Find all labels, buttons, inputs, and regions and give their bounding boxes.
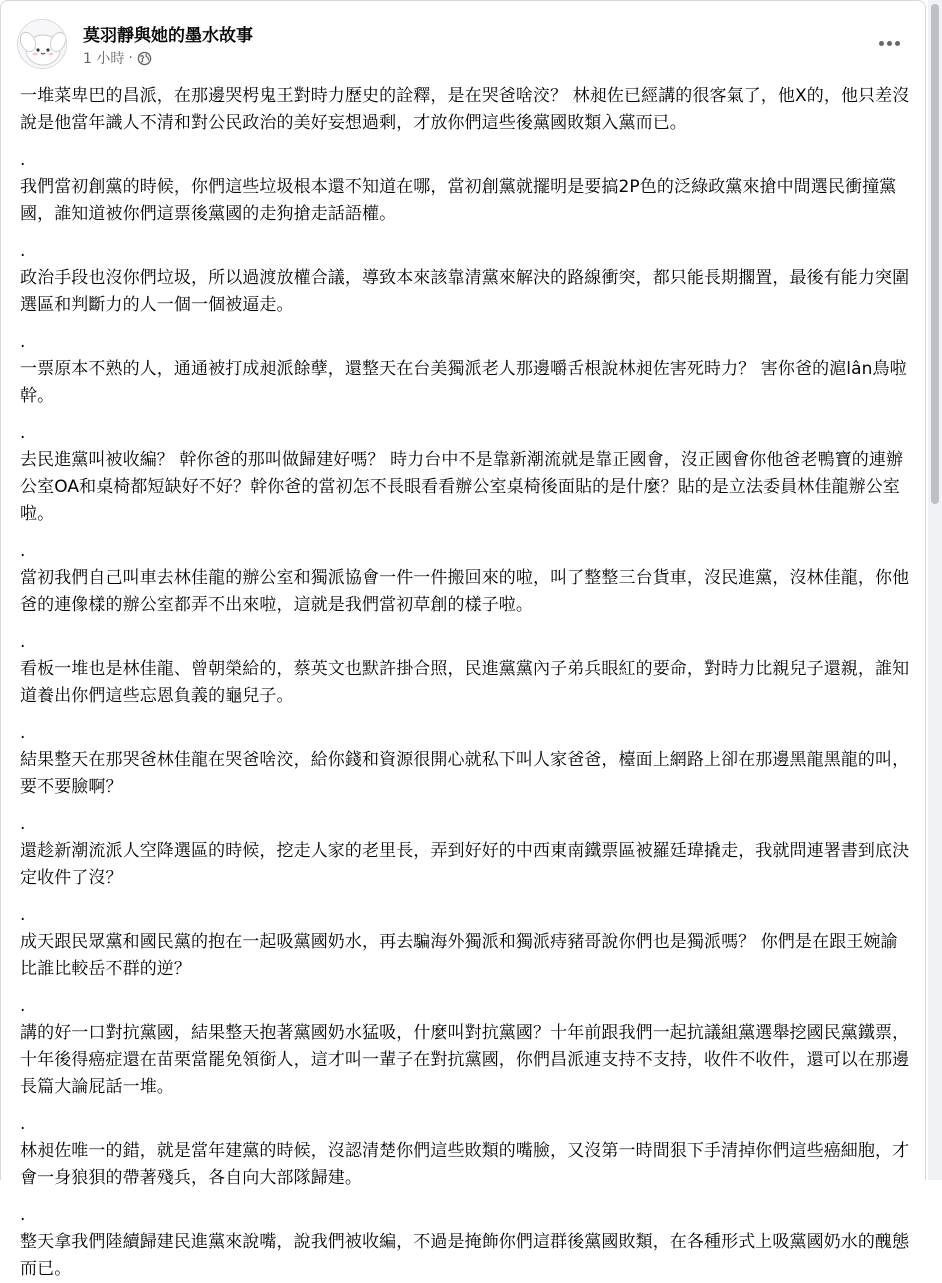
separator-dot: .	[20, 423, 26, 443]
separator-dot: .	[20, 632, 26, 652]
post-paragraph: 還趁新潮流派人空降選區的時候，挖走人家的老里長，弄到好好的中西東南鐵票區被羅廷瑋撬走，我就問連署書到底決定收件了沒？	[20, 841, 910, 888]
separator-dot: .	[20, 150, 26, 170]
post-paragraph: 一堆菜卑巴的昌派，在那邊哭枵鬼王對時力歷史的詮釋，是在哭爸啥洨？ 林昶佐已經講的很客氣了，他X的，他只差沒說是他當年識人不清和對公民政治的美好妄想過剩，才放你們這些後黨國敗類入黨而已。	[20, 86, 910, 133]
separator-dot: .	[20, 996, 26, 1016]
globe-icon	[137, 51, 152, 66]
post-paragraph: 當初我們自己叫車去林佳龍的辦公室和獨派協會一件一件搬回來的啦，叫了整整三台貨車，沒民進黨，沒林佳龍，你他爸的連像樣的辦公室都弄不出來啦，這就是我們當初草創的樣子啦。	[20, 568, 910, 615]
more-options-button[interactable]	[871, 29, 907, 57]
post-body	[20, 83, 910, 1283]
post-paragraph: 一票原本不熟的人，通通被打成昶派餘孽，還整天在台美獨派老人那邊嚼舌根說林昶佐害死時力？ 害你爸的滬lân鳥啦幹。	[20, 359, 907, 406]
scrollbar[interactable]	[928, 0, 942, 1180]
more-options-icon-dot	[895, 41, 900, 46]
post-paragraph: 整天拿我們陸續歸建民進黨來說嘴，說我們被收編，不過是掩飾你們這群後黨國敗類，在各種形式上吸黨國奶水的醜態而已。	[20, 1232, 910, 1279]
separator-dot: .	[20, 905, 26, 925]
separator-dot: .	[20, 723, 26, 743]
post-paragraph: 林昶佐唯一的錯，就是當年建黨的時候，沒認清楚你們這些敗類的嘴臉，又沒第一時間狠下手清掉你們這些癌細胞，才會一身狼狽的帶著殘兵，各自向大部隊歸建。	[20, 1141, 910, 1188]
separator-dot: .	[20, 332, 26, 352]
separator-dot: .	[20, 541, 26, 561]
post-paragraph: 去民進黨叫被收編？ 幹你爸的那叫做歸建好嗎？ 時力台中不是靠新潮流就是靠正國會，沒正國會你他爸老鴨寶的連辦公室OA和桌椅都短缺好不好？幹你爸的當初怎不長眼看看辦公室桌椅後面貼的是什麼？貼的是立法委員林佳龍辦公室啦。	[20, 450, 904, 524]
post-paragraph: 政治手段也沒你們垃圾，所以過渡放權合議，導致本來該靠清黨來解決的路線衝突，都只能長期擱置，最後有能力突圍選區和判斷力的人一個一個被逼走。	[20, 268, 910, 315]
scrollbar-thumb[interactable]	[931, 4, 939, 504]
more-options-icon	[879, 41, 884, 46]
separator-dot: .	[20, 814, 26, 834]
post-header	[17, 15, 907, 71]
post-paragraph: 結果整天在那哭爸林佳龍在哭爸啥洨，給你錢和資源很開心就私下叫人家爸爸，檯面上網路上卻在那邊黑龍黑龍的叫，要不要臉啊？	[20, 750, 910, 797]
post-time[interactable]: 1 小時	[83, 51, 125, 67]
separator-dot: .	[20, 241, 26, 261]
meta-separator: ·	[128, 50, 133, 66]
more-options-icon-dot	[887, 41, 892, 46]
separator-dot: .	[20, 1114, 26, 1134]
avatar-image	[18, 20, 67, 69]
post-meta	[83, 48, 152, 68]
post-paragraph: 我們當初創黨的時候，你們這些垃圾根本還不知道在哪，當初創黨就擺明是要搞2P色的泛綠政黨來搶中間選民衝撞黨國，誰知道被你們這票後黨國的走狗搶走話語權。	[20, 177, 897, 224]
post-paragraph: 看板一堆也是林佳龍、曾朝榮給的，蔡英文也默許掛合照，民進黨黨內子弟兵眼紅的要命，對時力比親兒子還親，誰知道養出你們這些忘恩負義的龜兒子。	[20, 659, 910, 706]
post-paragraph: 講的好一口對抗黨國，結果整天抱著黨國奶水猛吸，什麼叫對抗黨國？十年前跟我們一起抗議組黨選舉挖國民黨鐵票，十年後得癌症還在苗栗當罷免領銜人，這才叫一輩子在對抗黨國，你們昌派連支持不支持，收件不收件，還可以在那邊長篇大論屁話一堆。	[20, 1023, 910, 1097]
separator-dot: .	[20, 1205, 26, 1225]
author-name[interactable]: 莫羽靜與她的墨水故事	[83, 26, 253, 46]
avatar[interactable]	[17, 19, 67, 69]
post-paragraph: 成天跟民眾黨和國民黨的抱在一起吸黨國奶水，再去騙海外獨派和獨派痔豬哥說你們也是獨派嗎？ 你們是在跟王婉諭比誰比較岳不群的逆？	[20, 932, 898, 979]
